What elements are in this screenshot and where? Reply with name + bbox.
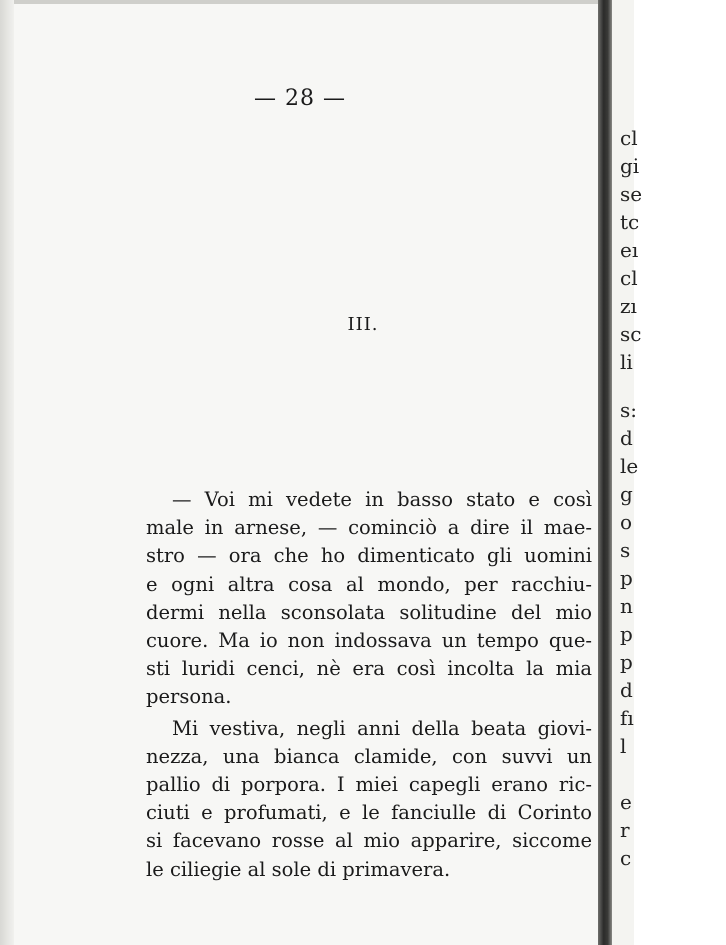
paragraph-1: [146, 486, 592, 712]
text-line: male in arnese, — cominciò a dire il mae-: [146, 516, 592, 540]
facing-page-fragment: li: [620, 350, 633, 374]
facing-page-fragment: zı: [620, 294, 637, 318]
text-line: stro — ora che ho dimenticato gli uomini: [146, 544, 592, 568]
facing-page-fragment: c: [620, 846, 632, 870]
facing-page-fragment: o: [620, 510, 633, 534]
text-line: pallio di porpora. I miei capegli erano ric-: [146, 773, 592, 797]
book-spine: [598, 0, 612, 945]
text-line: sti luridi cenci, nè era così incolta la mia: [146, 657, 592, 681]
body-text: [146, 486, 592, 884]
text-line: cuore. Ma io non indossava un tempo que-: [146, 629, 592, 653]
facing-page-fragment: se: [620, 182, 643, 206]
text-line: le ciliegie al sole di primavera.: [146, 857, 451, 881]
text-line: ciuti e profumati, e le fanciulle di Corinto: [146, 801, 592, 825]
facing-page-fragment: r: [620, 818, 630, 842]
text-line: dermi nella sconsolata solitudine del mio: [146, 600, 592, 624]
facing-page-fragment: p: [620, 566, 633, 590]
facing-page-fragment: l: [620, 734, 627, 758]
facing-page-fragment: g: [620, 482, 633, 506]
page-top-edge: [0, 0, 600, 4]
facing-page-fragment: cl: [620, 266, 638, 290]
text-line: — Voi mi vedete in basso stato e così: [172, 488, 592, 511]
facing-page-fragment: n: [620, 594, 633, 618]
page-number: — 28 —: [254, 86, 346, 111]
facing-page-fragment: p: [620, 650, 633, 674]
facing-page-fragment: tc: [620, 210, 640, 234]
facing-page-fragment: eı: [620, 238, 639, 262]
facing-page-fragment: e: [620, 790, 632, 814]
facing-page-fragment: sc: [620, 322, 642, 346]
chapter-heading: III.: [347, 314, 379, 335]
facing-page-fragment: s:: [620, 398, 638, 422]
facing-page-fragment: le: [620, 454, 639, 478]
facing-page-fragment: p: [620, 622, 633, 646]
facing-page-fragment: cl: [620, 126, 638, 150]
text-line: Mi vestiva, negli anni della beata giovi-: [172, 716, 592, 740]
paragraph-2: [146, 715, 592, 884]
page-left-margin-shadow: [0, 0, 14, 945]
text-line: e ogni altra cosa al mondo, per racchiu-: [146, 572, 592, 596]
facing-page-edge: [612, 0, 643, 945]
facing-page-fragment: gi: [620, 154, 640, 178]
facing-page-fragment: d: [620, 678, 633, 702]
text-line: nezza, una bianca clamide, con suvvi un: [146, 744, 592, 768]
text-line: si facevano rosse al mio apparire, siccome: [146, 829, 592, 853]
text-line: persona.: [146, 685, 232, 709]
facing-page-fragment: d: [620, 426, 633, 450]
facing-page-fragment: s: [620, 538, 631, 562]
facing-page-fragment: fı: [620, 706, 634, 730]
